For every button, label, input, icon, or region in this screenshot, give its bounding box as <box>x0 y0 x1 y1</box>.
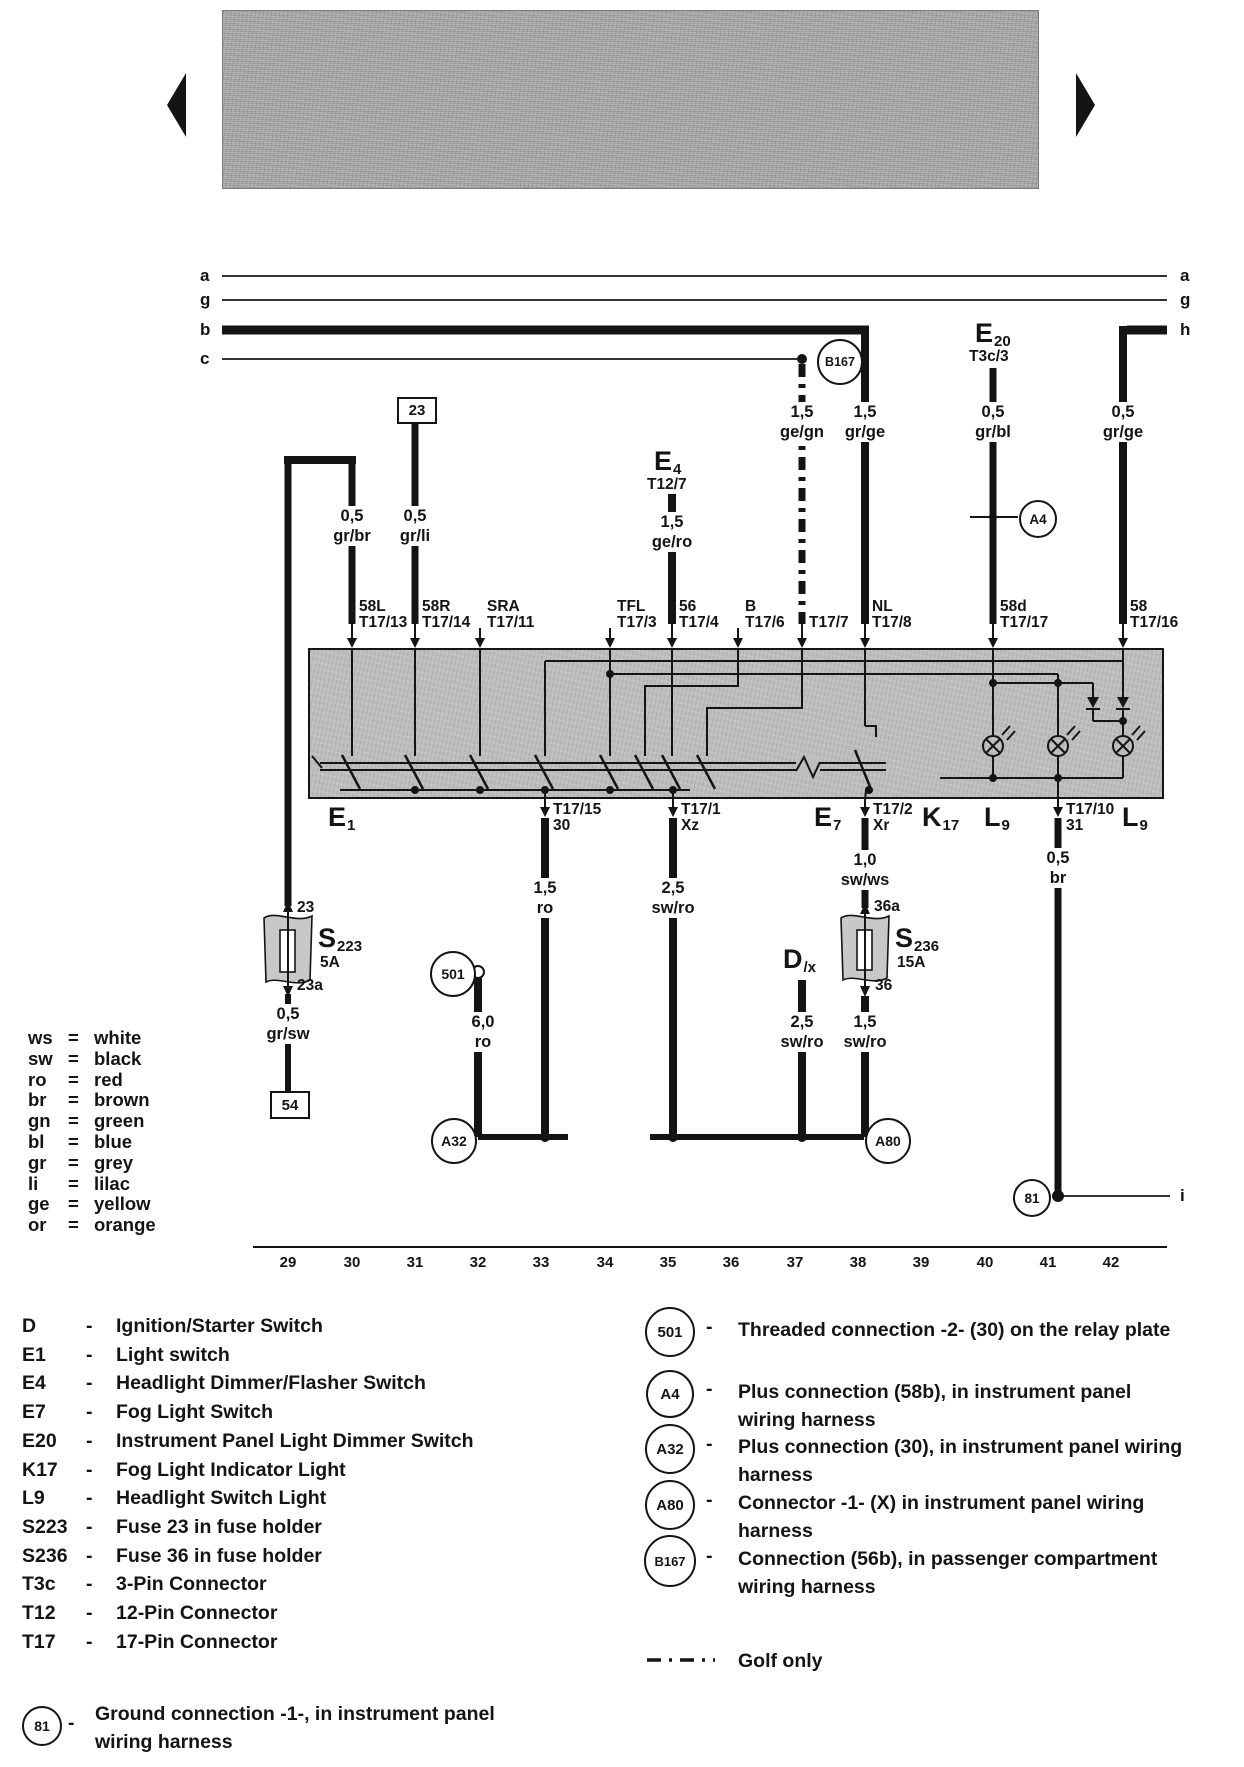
track-label-b-left: b <box>200 320 211 339</box>
fuse-s223-rating: 5A <box>320 954 340 971</box>
component-e20-pin: T3c/3 <box>969 348 1009 365</box>
marker-501: 501 <box>430 951 476 997</box>
component-k17: K17 <box>922 802 960 834</box>
fuse-s223-terminal-top: 23 <box>297 899 315 916</box>
output-t17-2: T17/2 Xr <box>873 801 913 834</box>
fuse-s236-terminal-bottom: 36 <box>875 977 893 994</box>
fuse-s223-label: S223 <box>318 923 363 955</box>
grid-40: 40 <box>976 1254 994 1271</box>
terminal-nl: NL T17/8 <box>872 598 912 631</box>
legend-dash-a80: - <box>706 1489 713 1511</box>
color-sw: sw = black <box>28 1047 142 1069</box>
terminal-sra: SRA T17/11 <box>487 598 535 631</box>
color-li: li = lilac <box>28 1172 130 1194</box>
terminal-tfl: TFL T17/3 <box>617 598 657 631</box>
grid-36: 36 <box>722 1254 740 1271</box>
fuse-23-tag: 23 <box>397 397 437 424</box>
golf-only-label: Golf only <box>738 1650 823 1672</box>
fuse-s223-terminal-bottom: 23a <box>297 977 323 994</box>
component-e1: E1 <box>328 802 356 834</box>
legend-circle-b167: B167 <box>644 1535 696 1587</box>
legend-text-501: Threaded connection -2- (30) on the relay plate <box>738 1319 1171 1341</box>
legend-t3c: T3c - 3-Pin Connector <box>22 1573 267 1596</box>
terminal-58l: 58L T17/13 <box>359 598 408 631</box>
color-code-legend <box>28 1028 156 1236</box>
legend-d: D - Ignition/Starter Switch <box>22 1315 323 1337</box>
color-bl: bl = blue <box>28 1130 133 1152</box>
grid-30: 30 <box>343 1254 361 1271</box>
component-e4: E4 <box>654 446 682 478</box>
legend-e20: E20 - Instrument Panel Light Dimmer Switch <box>22 1429 474 1452</box>
track-label-i-right: i <box>1180 1186 1185 1205</box>
color-br: br = brown <box>28 1089 150 1111</box>
terminal-58: 58 T17/16 <box>1130 598 1179 631</box>
legend-dash-a32: - <box>706 1433 713 1455</box>
grid-35: 35 <box>659 1254 677 1271</box>
wire-gauge-ge-gn: 1,5 ge/gn <box>777 402 827 442</box>
track-label-g-left: g <box>200 290 211 309</box>
terminal-t17-7: T17/7 <box>809 614 849 631</box>
legend-k17: K17 - Fog Light Indicator Light <box>22 1458 346 1481</box>
grid-37: 37 <box>786 1254 804 1271</box>
legend-text-a32: Plus connection (30), in instrument panel wiring harness <box>738 1436 1183 1486</box>
terminal-54-tag: 54 <box>270 1091 310 1119</box>
grid-29: 29 <box>279 1254 297 1271</box>
legend-circle-a4: A4 <box>646 1370 694 1418</box>
wire-gauge-gr-bl: 0,5 gr/bl <box>972 402 1014 442</box>
legend-t12: T12 - 12-Pin Connector <box>22 1602 278 1625</box>
legend-dash-501: - <box>706 1316 713 1338</box>
track-label-h-right: h <box>1180 320 1191 339</box>
legend-t17: T17 - 17-Pin Connector <box>22 1630 278 1653</box>
grid-31: 31 <box>406 1254 424 1271</box>
marker-81: 81 <box>1013 1179 1051 1217</box>
legend-text-b167: Connection (56b), in passenger compartment wiring harness <box>738 1548 1158 1598</box>
marker-a80: A80 <box>865 1118 911 1164</box>
legend-circle-501: 501 <box>645 1307 695 1357</box>
wire-gauge-ro: 1,5 ro <box>531 878 560 918</box>
legend-circle-a32: A32 <box>645 1424 695 1474</box>
wire-gauge-gr-sw: 0,5 gr/sw <box>263 1004 312 1044</box>
output-t17-15: T17/15 30 <box>553 801 602 834</box>
component-l9-b: L9 <box>1122 802 1148 834</box>
wire-gauge-gr-br: 0,5 gr/br <box>330 506 374 546</box>
wire-gauge-gr-li: 0,5 gr/li <box>397 506 433 546</box>
legend-circle-a80: A80 <box>645 1480 695 1530</box>
track-label-g-right: g <box>1180 290 1191 309</box>
legend-dash-b167: - <box>706 1545 713 1567</box>
legend-l9: L9 - Headlight Switch Light <box>22 1487 327 1510</box>
track-label-a-left: a <box>200 266 210 285</box>
track-label-a-right: a <box>1180 266 1190 285</box>
marker-a4: A4 <box>1019 500 1057 538</box>
grid-32: 32 <box>469 1254 487 1271</box>
grid-34: 34 <box>596 1254 614 1271</box>
track-label-c-left: c <box>200 349 210 368</box>
wire-gauge-sw-ro: 2,5 sw/ro <box>648 878 697 918</box>
wire-gauge-gr-ge-2: 0,5 gr/ge <box>1100 402 1146 442</box>
color-gr: gr = grey <box>28 1151 134 1173</box>
color-or: or = orange <box>28 1214 156 1236</box>
ground-81-text: Ground connection -1-, in instrument panel wiring harness <box>95 1703 495 1753</box>
legend-e1: E1 - Light switch <box>22 1343 230 1366</box>
terminal-58d: 58d T17/17 <box>1000 598 1049 631</box>
legend-e7: E7 - Fog Light Switch <box>22 1401 274 1424</box>
wire-gauge-ge-ro: 1,5 ge/ro <box>649 512 695 552</box>
legend-text-a4: Plus connection (58b), in instrument panel wiring harness <box>738 1381 1132 1431</box>
legend-text-a80: Connector -1- (X) in instrument panel wiring harness <box>738 1492 1145 1542</box>
wire-gauge-sw-ws: 1,0 sw/ws <box>838 850 893 890</box>
component-legend <box>22 1312 612 1656</box>
color-ro: ro = red <box>28 1068 123 1090</box>
component-e7: E7 <box>814 802 842 834</box>
component-d-x: D/x <box>783 944 817 976</box>
color-ws: ws = white <box>28 1027 142 1048</box>
marker-b167: B167 <box>817 339 863 385</box>
fuse-s236-rating: 15A <box>897 954 926 971</box>
color-ge: ge = yellow <box>28 1193 151 1215</box>
lower-wires <box>288 818 1064 1202</box>
grid-38: 38 <box>849 1254 867 1271</box>
legend-s236: S236 - Fuse 36 in fuse holder <box>22 1544 322 1567</box>
terminal-b: B T17/6 <box>745 598 785 631</box>
component-e4-pin: T12/7 <box>647 476 687 493</box>
grid-42: 42 <box>1102 1254 1120 1271</box>
fuse-s236-terminal-top: 36a <box>874 898 900 915</box>
legend-s223: S223 - Fuse 23 in fuse holder <box>22 1515 322 1538</box>
legend-e4: E4 - Headlight Dimmer/Flasher Switch <box>22 1372 426 1395</box>
component-e20: E20 <box>975 318 1011 350</box>
grid-41: 41 <box>1039 1254 1057 1271</box>
wire-gauge-br: 0,5 br <box>1044 848 1073 888</box>
grid-39: 39 <box>912 1254 930 1271</box>
wire-gauge-sw-ro-3: 1,5 sw/ro <box>840 1012 889 1052</box>
grid-33: 33 <box>532 1254 550 1271</box>
legend-dash-a4: - <box>706 1378 713 1400</box>
color-gn: gn = green <box>28 1110 145 1132</box>
current-tracks <box>222 276 1170 1196</box>
marker-a32: A32 <box>431 1118 477 1164</box>
terminal-58r: 58R T17/14 <box>422 598 471 631</box>
fuse-s236-label: S236 <box>895 923 940 955</box>
ground-81-dash: - <box>68 1712 75 1734</box>
terminal-56: 56 T17/4 <box>679 598 719 631</box>
component-l9-a: L9 <box>984 802 1010 834</box>
wire-gauge-ro6: 6,0 ro <box>469 1012 498 1052</box>
output-t17-10: T17/10 31 <box>1066 801 1115 834</box>
wire-gauge-sw-ro-2: 2,5 sw/ro <box>777 1012 826 1052</box>
lamp-symbols <box>983 726 1145 756</box>
switch-internals <box>312 650 1145 801</box>
wire-gauge-gr-ge: 1,5 gr/ge <box>842 402 888 442</box>
output-t17-1: T17/1 Xz <box>681 801 721 834</box>
ground-81-circle: 81 <box>22 1706 62 1746</box>
